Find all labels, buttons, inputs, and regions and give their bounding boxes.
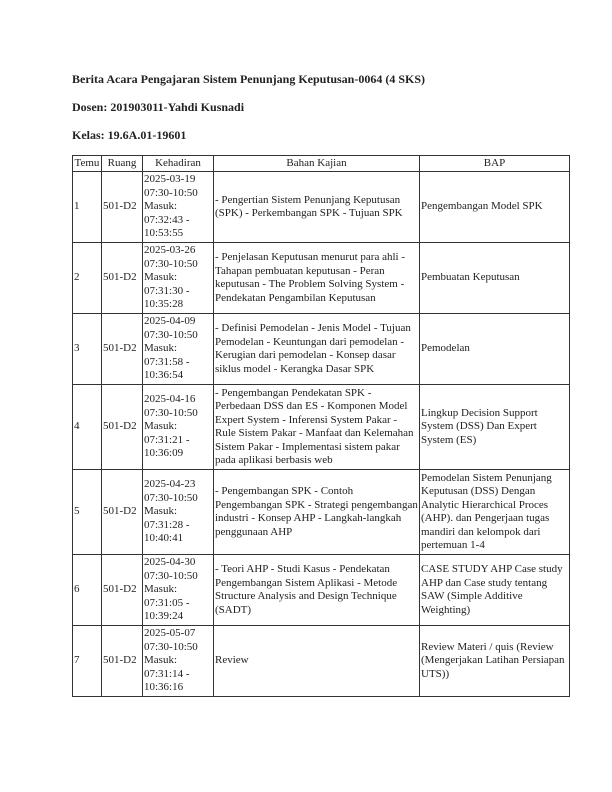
kehadiran-masuk-label: Masuk: xyxy=(144,583,177,596)
kehadiran-time-in: 07:31:05 - xyxy=(144,596,190,609)
kehadiran-date: 2025-04-30 xyxy=(144,556,196,569)
kehadiran-time-out: 10:36:09 xyxy=(144,447,184,460)
cell-bahan-kajian: - Pengembangan SPK - Contoh Pengembangan SPK - Strategi pengembangan industri - Konsep AHP - Langkah-langkah penggunaan AHP xyxy=(214,470,420,555)
kehadiran-time-out: 10:53:55 xyxy=(144,227,184,240)
cell-ruang: 501-D2 xyxy=(102,243,143,314)
kehadiran-time-out: 10:36:16 xyxy=(144,681,184,694)
table-header-row xyxy=(73,156,570,172)
cell-bap: Review Materi / quis (Review (Mengerjakan Latihan Persiapan UTS)) xyxy=(420,626,570,697)
cell-bap: Pengembangan Model SPK xyxy=(420,172,570,243)
cell-kehadiran xyxy=(143,626,214,697)
cell-temu: 5 xyxy=(73,470,102,555)
kehadiran-masuk-label: Masuk: xyxy=(144,654,177,667)
cell-ruang: 501-D2 xyxy=(102,314,143,385)
kehadiran-time-in: 07:31:30 - xyxy=(144,284,190,297)
table-row xyxy=(73,555,570,626)
cell-ruang: 501-D2 xyxy=(102,626,143,697)
table-row xyxy=(73,172,570,243)
kehadiran-date: 2025-04-09 xyxy=(144,315,196,328)
header-bahan-kajian: Bahan Kajian xyxy=(214,156,420,172)
cell-bahan-kajian: - Definisi Pemodelan - Jenis Model - Tujuan Pemodelan - Keuntungan dari pemodelan - Kerugian dari pemodelan - Konsep dasar siklus model - Kerangka Dasar SPK xyxy=(214,314,420,385)
cell-ruang: 501-D2 xyxy=(102,470,143,555)
attendance-table xyxy=(72,155,570,697)
cell-ruang: 501-D2 xyxy=(102,172,143,243)
table-row xyxy=(73,470,570,555)
header-kehadiran: Kehadiran xyxy=(143,156,214,172)
cell-kehadiran xyxy=(143,172,214,243)
cell-bahan-kajian: Review xyxy=(214,626,420,697)
cell-bap: CASE STUDY AHP Case study AHP dan Case study tentang SAW (Simple Additive Weighting) xyxy=(420,555,570,626)
kehadiran-time-in: 07:31:14 - xyxy=(144,667,190,680)
kehadiran-time-in: 07:31:28 - xyxy=(144,518,190,531)
cell-temu: 7 xyxy=(73,626,102,697)
kehadiran-date: 2025-04-16 xyxy=(144,393,196,406)
kehadiran-schedule: 07:30-10:50 xyxy=(144,257,198,270)
cell-bap: Pembuatan Keputusan xyxy=(420,243,570,314)
cell-bahan-kajian: - Pengertian Sistem Penunjang Keputusan (SPK) - Perkembangan SPK - Tujuan SPK xyxy=(214,172,420,243)
kehadiran-date: 2025-04-23 xyxy=(144,478,196,491)
kehadiran-time-in: 07:31:21 - xyxy=(144,433,190,446)
kehadiran-masuk-label: Masuk: xyxy=(144,505,177,518)
kehadiran-date: 2025-03-19 xyxy=(144,173,196,186)
cell-bap: Lingkup Decision Support System (DSS) Dan Expert System (ES) xyxy=(420,385,570,470)
cell-temu: 1 xyxy=(73,172,102,243)
header-temu: Temu xyxy=(73,156,102,172)
cell-bap: Pemodelan xyxy=(420,314,570,385)
header-ruang: Ruang xyxy=(102,156,143,172)
class-line: Kelas: 19.6A.01-19601 xyxy=(72,128,187,142)
cell-kehadiran xyxy=(143,314,214,385)
kehadiran-time-out: 10:35:28 xyxy=(144,298,184,311)
cell-kehadiran xyxy=(143,555,214,626)
kehadiran-time-out: 10:39:24 xyxy=(144,610,184,623)
kehadiran-schedule: 07:30-10:50 xyxy=(144,640,198,653)
cell-temu: 2 xyxy=(73,243,102,314)
kehadiran-schedule: 07:30-10:50 xyxy=(144,569,198,582)
kehadiran-schedule: 07:30-10:50 xyxy=(144,186,198,199)
kehadiran-schedule: 07:30-10:50 xyxy=(144,406,198,419)
cell-bahan-kajian: - Penjelasan Keputusan menurut para ahli - Tahapan pembuatan keputusan - Peran keputusan - The Problem Solving System - Pendekatan Pengambilan Keputusan xyxy=(214,243,420,314)
kehadiran-masuk-label: Masuk: xyxy=(144,271,177,284)
cell-temu: 6 xyxy=(73,555,102,626)
kehadiran-date: 2025-05-07 xyxy=(144,627,196,640)
kehadiran-masuk-label: Masuk: xyxy=(144,342,177,355)
kehadiran-time-out: 10:36:54 xyxy=(144,369,184,382)
cell-bap: Pemodelan Sistem Penunjang Keputusan (DSS) Dengan Analytic Hierarchical Proces (AHP). dan Pengerjaan tugas mandiri dan kelompok dari pertemuan 1-4 xyxy=(420,470,570,555)
kehadiran-masuk-label: Masuk: xyxy=(144,200,177,213)
cell-ruang: 501-D2 xyxy=(102,385,143,470)
cell-kehadiran xyxy=(143,243,214,314)
cell-kehadiran xyxy=(143,470,214,555)
kehadiran-time-in: 07:31:58 - xyxy=(144,355,190,368)
kehadiran-time-in: 07:32:43 - xyxy=(144,213,190,226)
cell-kehadiran xyxy=(143,385,214,470)
lecturer-line: Dosen: 201903011-Yahdi Kusnadi xyxy=(72,100,245,114)
cell-bahan-kajian: - Teori AHP - Studi Kasus - Pendekatan Pengembangan Sistem Aplikasi - Metode Structure Analysis and Design Technique (SADT) xyxy=(214,555,420,626)
cell-bahan-kajian: - Pengembangan Pendekatan SPK - Perbedaan DSS dan ES - Komponen Model Expert System - Inferensi System Pakar - Rule Sistem Pakar - Manfaat dan Kelemahan Sistem Pakar - Implementasi sistem pakar pada aplikasi berbasis web xyxy=(214,385,420,470)
kehadiran-masuk-label: Masuk: xyxy=(144,420,177,433)
document-title: Berita Acara Pengajaran Sistem Penunjang Keputusan-0064 (4 SKS) xyxy=(72,72,426,86)
kehadiran-schedule: 07:30-10:50 xyxy=(144,328,198,341)
kehadiran-time-out: 10:40:41 xyxy=(144,532,184,545)
cell-temu: 4 xyxy=(73,385,102,470)
table-row xyxy=(73,314,570,385)
kehadiran-date: 2025-03-26 xyxy=(144,244,196,257)
kehadiran-schedule: 07:30-10:50 xyxy=(144,491,198,504)
table-row xyxy=(73,385,570,470)
table-row xyxy=(73,626,570,697)
header-bap: BAP xyxy=(420,156,570,172)
cell-ruang: 501-D2 xyxy=(102,555,143,626)
table-row xyxy=(73,243,570,314)
cell-temu: 3 xyxy=(73,314,102,385)
